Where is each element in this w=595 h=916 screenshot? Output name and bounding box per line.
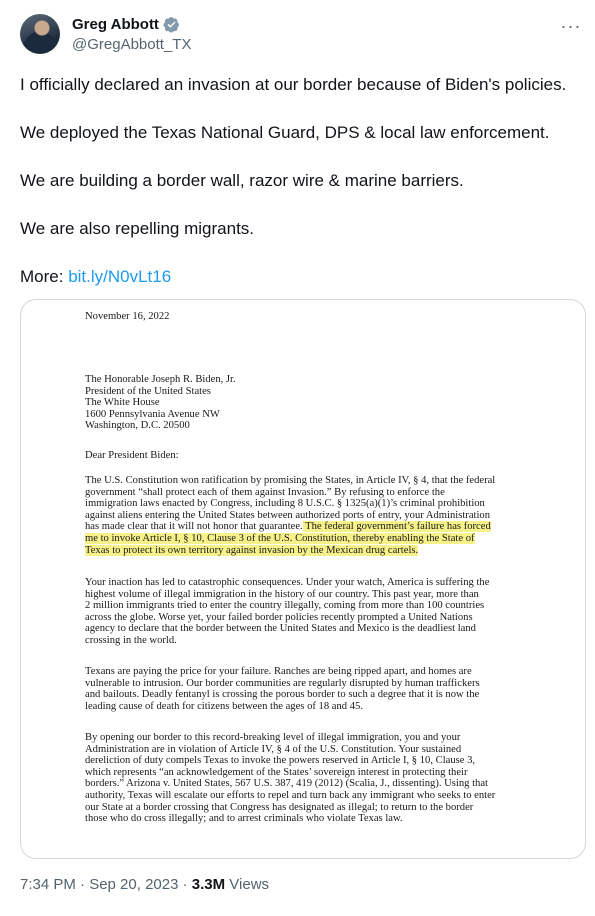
letter-paragraph-4 (85, 732, 525, 825)
letter-line (85, 545, 525, 557)
letter-line: 2 million immigrants tried to enter the country illegally, coming from more than 100 countries (85, 600, 485, 612)
letter-line: and bailouts. Deadly fentanyl is crossing the porous border to such a degree that it is now the (85, 689, 480, 701)
tweet-paragraph: I officially declared an invasion at our border because of Biden's policies. (20, 75, 567, 94)
verified-badge-icon (163, 16, 180, 33)
tweet-header (20, 14, 585, 58)
tweet-paragraph: We are also repelling migrants. (20, 219, 255, 238)
address-line: President of the United States (85, 385, 211, 397)
more-link[interactable]: bit.ly/N0vLt16 (68, 267, 172, 286)
more-link-line (20, 266, 171, 288)
more-label: More: (20, 267, 69, 286)
views-label: Views (225, 876, 270, 893)
letter-line: across the globe. Worse yet, your failed border policies recently prompted a United Nations (85, 611, 473, 623)
letter-line (85, 533, 525, 545)
letter-line: against aliens entering the United States between authorized ports of entry, your Administration (85, 509, 491, 521)
letter-line: dereliction of duty compels Texas to invoke the powers reserved in Article I, § 10, Clause 3, (85, 755, 476, 767)
letter-line: immigration laws enacted by Congress, including 8 U.S.C. § 1325(a)(1)’s criminal prohibition (85, 498, 485, 510)
more-options-icon[interactable]: ··· (560, 15, 582, 36)
letter-line: The U.S. Constitution won ratification by promising the States, in Article IV, § 4, that the federal (85, 475, 496, 486)
highlighted-text: me to invoke Article I, § 10, Clause 3 of the U.S. Constitution, thereby enabling the State of (85, 532, 475, 544)
letter-salutation: Dear President Biden: (85, 450, 179, 461)
letter-image[interactable] (20, 299, 586, 859)
address-line: The White House (85, 397, 160, 409)
letter-line: government “shall protect each of them against Invasion.” By refusing to enforce the (85, 486, 445, 498)
name-row (72, 16, 180, 33)
tweet-meta (20, 876, 269, 893)
letter-line: highest volume of illegal immigration in the history of our country. This past year, more than (85, 588, 479, 600)
address-line: Washington, D.C. 20500 (85, 420, 190, 432)
letter-line: Administration are in violation of Article IV, § 4 of the U.S. Constitution. Your sustained (85, 743, 462, 755)
views-count: 3.3M (191, 876, 226, 893)
letter-text: has made clear that it will not honor that guarantee. (85, 521, 303, 533)
display-name[interactable]: Greg Abbott (72, 16, 159, 33)
letter-line: leading cause of death for citizens between the ages of 18 and 45. (85, 700, 363, 712)
letter-line: which represents “an acknowledgement of the States’ sovereign interest in protecting their (85, 766, 468, 778)
letter-line: vulnerable to intrusion. Our border communities are regularly disrupted by human traffickers (85, 677, 480, 689)
letter-paragraph-2 (85, 577, 525, 647)
letter-address (85, 374, 236, 432)
letter-paragraph-3 (85, 666, 525, 712)
avatar[interactable] (20, 14, 60, 54)
letter-line: Your inaction has led to catastrophic consequences. Under your watch, America is suffering the (85, 577, 490, 588)
highlighted-text: Texas to protect its own territory against invasion by the Mexican drug cartels. (85, 544, 419, 556)
user-handle[interactable]: @GregAbbott_TX (72, 36, 192, 53)
letter-date: November 16, 2022 (85, 311, 170, 322)
address-line: 1600 Pennsylvania Avenue NW (85, 408, 220, 420)
letter-line: crossing in the world. (85, 634, 177, 646)
letter-paragraph-1 (85, 475, 525, 556)
letter-line: our State at a border crossing that Congress has designated as illegal; to return to the border (85, 801, 474, 813)
tweet-timestamp[interactable]: 7:34 PM · Sep 20, 2023 · (20, 876, 192, 893)
letter-line (85, 521, 525, 533)
letter-line: authority, Texas will escalate our efforts to repel and turn back any immigrant who seeks to enter (85, 789, 496, 801)
highlighted-text: The federal government’s failure has forced (302, 521, 491, 533)
letter-line: borders.” Arizona v. United States, 567 U.S. 387, 419 (2012) (Scalia, J., dissenting). Using that (85, 778, 488, 790)
letter-line: those who do cross illegally; and to arrest criminals who violate Texas law. (85, 813, 403, 825)
letter-line: agency to declare that the border between the United States and Mexico is the deadliest land (85, 623, 476, 635)
tweet-paragraph: We are building a border wall, razor wire & marine barriers. (20, 171, 464, 190)
letter-line: Texans are paying the price for your failure. Ranches are being ripped apart, and homes are (85, 666, 472, 677)
letter-line: By opening our border to this record-breaking level of illegal immigration, you and your (85, 732, 461, 743)
tweet-paragraph: We deployed the Texas National Guard, DPS & local law enforcement. (20, 123, 550, 142)
address-line: The Honorable Joseph R. Biden, Jr. (85, 374, 236, 385)
